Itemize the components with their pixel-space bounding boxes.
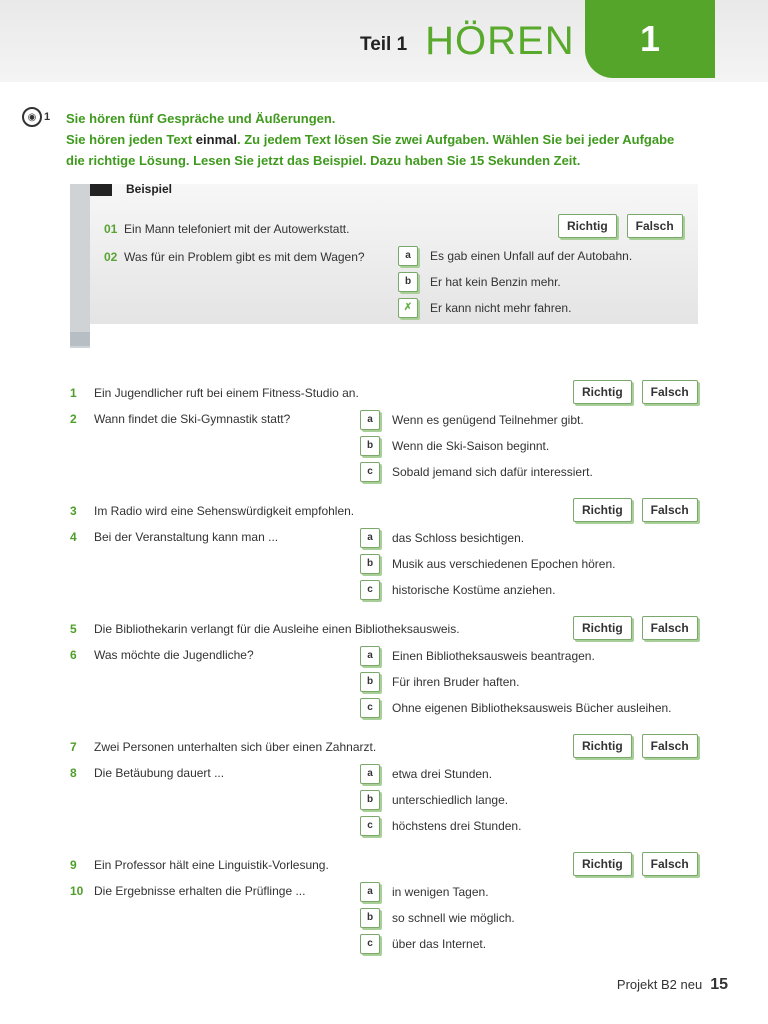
option-letter[interactable]: a	[360, 882, 380, 902]
question-text: Die Ergebnisse erhalten die Prüflinge ...	[94, 884, 306, 898]
option-letter[interactable]: c	[360, 580, 380, 600]
answer-option[interactable]	[360, 764, 492, 784]
question-multiple-choice	[70, 648, 710, 715]
answer-option[interactable]	[360, 410, 584, 430]
question-number: 5	[70, 622, 77, 636]
option-text: in wenigen Tagen.	[392, 885, 489, 899]
option-letter[interactable]: a	[360, 528, 380, 548]
option-text: so schnell wie möglich.	[392, 911, 515, 925]
example-marker	[90, 184, 112, 196]
example-tf-buttons	[558, 214, 683, 238]
example-title: Beispiel	[126, 182, 173, 196]
track-number: 1	[44, 111, 51, 123]
richtig-button[interactable]: Richtig	[573, 380, 632, 404]
example-q02: 02 Was für ein Problem gibt es mit dem Wagen?	[104, 250, 365, 264]
question-text: Was möchte die Jugendliche?	[94, 648, 254, 662]
question-number: 7	[70, 740, 77, 754]
option-letter[interactable]: a	[360, 764, 380, 784]
question-text: Zwei Personen unterhalten sich über einen Zahnarzt.	[94, 740, 377, 754]
question-multiple-choice	[70, 766, 710, 833]
option-text: Einen Bibliotheksausweis beantragen.	[392, 649, 595, 663]
tf-buttons	[573, 616, 698, 640]
instructions	[66, 108, 706, 171]
option-letter[interactable]: c	[360, 698, 380, 718]
page-number: 15	[710, 976, 728, 993]
question-text: Im Radio wird eine Sehenswürdigkeit empfohlen.	[94, 504, 355, 518]
question-number: 4	[70, 530, 77, 544]
example-falsch-button[interactable]: Falsch	[627, 214, 683, 238]
section-tab	[585, 0, 715, 78]
teil-label: Teil 1	[360, 34, 408, 55]
audio-cd-icon[interactable]: ◉	[22, 107, 42, 127]
example-sidebar-foot	[70, 332, 90, 346]
option-letter[interactable]: b	[360, 908, 380, 928]
answer-option[interactable]	[360, 554, 615, 574]
option-text: Ohne eigenen Bibliotheksausweis Bücher ausleihen.	[392, 701, 672, 715]
section-number: 1	[639, 18, 661, 59]
question-text: Die Betäubung dauert ...	[94, 766, 225, 780]
option-text: historische Kostüme anziehen.	[392, 583, 556, 597]
question-true-false	[70, 858, 710, 872]
section-title: HÖREN	[425, 18, 575, 63]
answer-option[interactable]	[360, 790, 508, 810]
example-sidebar	[70, 184, 90, 348]
answer-option[interactable]	[360, 436, 549, 456]
option-letter[interactable]: a	[398, 246, 418, 266]
question-text: Ein Professor hält eine Linguistik-Vorlesung.	[94, 858, 329, 872]
question-multiple-choice	[70, 412, 710, 479]
option-text: Wenn die Ski-Saison beginnt.	[392, 439, 550, 453]
option-text: Es gab einen Unfall auf der Autobahn.	[430, 249, 633, 263]
example-richtig-button[interactable]: Richtig	[558, 214, 617, 238]
answer-option[interactable]	[360, 580, 555, 600]
option-letter-checked[interactable]: ✗	[398, 298, 418, 318]
richtig-button[interactable]: Richtig	[573, 852, 632, 876]
question-multiple-choice	[70, 884, 710, 951]
tf-buttons	[573, 498, 698, 522]
example-option[interactable]	[398, 272, 561, 292]
question-number: 10	[70, 884, 84, 898]
page-title	[360, 0, 575, 82]
tf-buttons	[573, 380, 698, 404]
question-multiple-choice	[70, 530, 710, 597]
option-letter[interactable]: b	[360, 672, 380, 692]
option-letter[interactable]: c	[360, 934, 380, 954]
instruction-line: Sie hören fünf Gespräche und Äußerungen.	[66, 111, 336, 126]
option-text: über das Internet.	[392, 937, 487, 951]
answer-option[interactable]	[360, 934, 486, 954]
example-box	[70, 184, 698, 324]
question-number: 6	[70, 648, 77, 662]
option-letter[interactable]: a	[360, 646, 380, 666]
answer-option[interactable]	[360, 698, 672, 718]
tf-buttons	[573, 734, 698, 758]
question-text: Ein Jugendlicher ruft bei einem Fitness-Studio an.	[94, 386, 359, 400]
question-number: 3	[70, 504, 77, 518]
example-option[interactable]	[398, 246, 632, 266]
falsch-button[interactable]: Falsch	[642, 498, 698, 522]
option-text: etwa drei Stunden.	[392, 767, 493, 781]
option-letter[interactable]: a	[360, 410, 380, 430]
option-letter[interactable]: b	[360, 790, 380, 810]
richtig-button[interactable]: Richtig	[573, 616, 632, 640]
option-letter[interactable]: b	[360, 436, 380, 456]
page-footer	[617, 976, 728, 994]
example-q01: 01 Ein Mann telefoniert mit der Autowerkstatt.	[104, 222, 350, 236]
question-number: 9	[70, 858, 77, 872]
option-text: Sobald jemand sich dafür interessiert.	[392, 465, 593, 479]
tf-buttons	[573, 852, 698, 876]
instruction-line: Sie hören jeden Text einmal. Zu jedem Text lösen Sie zwei Aufgaben. Wählen Sie bei jeder Aufgabe	[66, 132, 675, 147]
question-true-false	[70, 740, 710, 754]
question-true-false	[70, 504, 710, 518]
option-text: Er kann nicht mehr fahren.	[430, 301, 572, 315]
falsch-button[interactable]: Falsch	[642, 852, 698, 876]
example-option[interactable]	[398, 298, 571, 318]
falsch-button[interactable]: Falsch	[642, 380, 698, 404]
richtig-button[interactable]: Richtig	[573, 498, 632, 522]
question-number: 2	[70, 412, 77, 426]
answer-option[interactable]	[360, 646, 595, 666]
falsch-button[interactable]: Falsch	[642, 616, 698, 640]
question-text: Bei der Veranstaltung kann man ...	[94, 530, 279, 544]
option-text: Musik aus verschiedenen Epochen hören.	[392, 557, 616, 571]
option-letter[interactable]: b	[360, 554, 380, 574]
option-text: unterschiedlich lange.	[392, 793, 509, 807]
option-text: das Schloss besichtigen.	[392, 531, 525, 545]
question-text: Die Bibliothekarin verlangt für die Ausleihe einen Bibliotheksausweis.	[94, 622, 460, 636]
answer-option[interactable]	[360, 882, 489, 902]
book-title: Projekt B2 neu	[616, 977, 703, 992]
option-letter[interactable]: c	[360, 816, 380, 836]
answer-option[interactable]	[360, 672, 519, 692]
question-true-false	[70, 622, 710, 636]
option-text: Er hat kein Benzin mehr.	[430, 275, 561, 289]
option-text: höchstens drei Stunden.	[392, 819, 522, 833]
option-text: Für ihren Bruder haften.	[392, 675, 520, 689]
question-number: 1	[70, 386, 77, 400]
question-number: 8	[70, 766, 77, 780]
answer-option[interactable]	[360, 462, 593, 482]
answer-option[interactable]	[360, 816, 521, 836]
question-true-false	[70, 386, 710, 400]
instruction-line: die richtige Lösung. Lesen Sie jetzt das Beispiel. Dazu haben Sie 15 Sekunden Zeit.	[66, 153, 581, 168]
option-letter[interactable]: c	[360, 462, 380, 482]
option-text: Wenn es genügend Teilnehmer gibt.	[392, 413, 584, 427]
question-text: Wann findet die Ski-Gymnastik statt?	[94, 412, 291, 426]
richtig-button[interactable]: Richtig	[573, 734, 632, 758]
option-letter[interactable]: b	[398, 272, 418, 292]
falsch-button[interactable]: Falsch	[642, 734, 698, 758]
answer-option[interactable]	[360, 908, 515, 928]
answer-option[interactable]	[360, 528, 524, 548]
